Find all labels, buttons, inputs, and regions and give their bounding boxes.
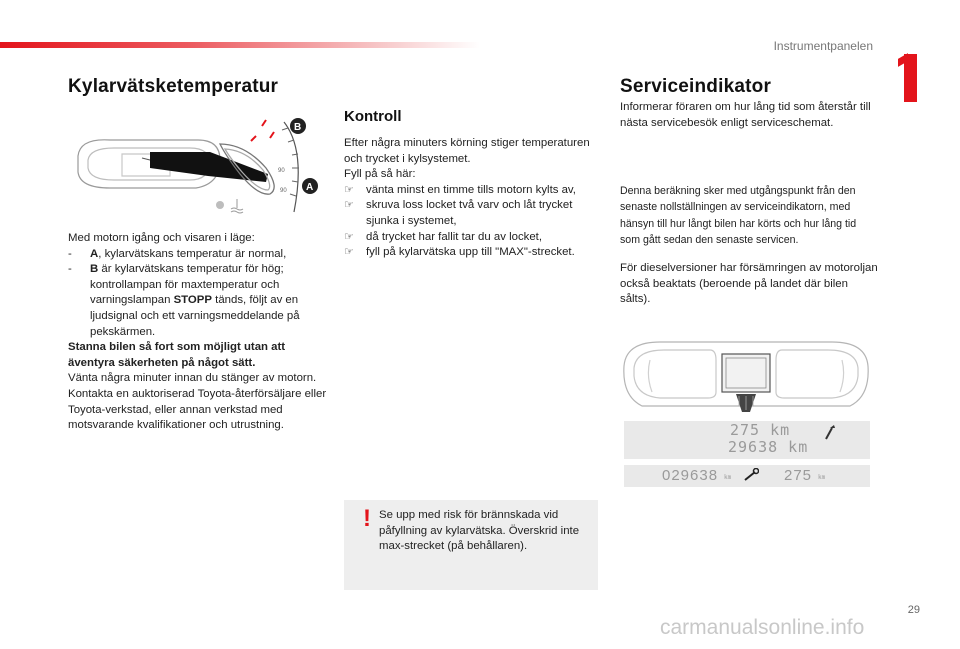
burn-warning-text: Se upp med risk för brännskada vid påfyllning av kylarvätska. Överskrid inte max-strecket (på behållaren).	[379, 509, 580, 553]
state-b-text: är kylarvätskans temperatur för hög; kontrollampan för maxtemperatur och varningslampan	[90, 263, 284, 307]
gauge-label-b: B	[294, 122, 302, 133]
bullet-hand-icon: ☞	[344, 199, 354, 212]
service-remaining-km: 275 km	[730, 421, 791, 439]
service-lcd-display	[624, 421, 870, 459]
bullet-hand-icon: ☞	[344, 183, 354, 196]
list-item	[344, 183, 596, 199]
contact-dealer-paragraph: Kontakta en auktoriserad Toyota-återförsäljare eller Toyota-verkstad, eller annan verkstad med motsvarande kvalifikationer och utrustning.	[68, 387, 327, 432]
step-text: skruva loss locket två varv och låt trycket sjunka i systemet,	[366, 199, 573, 227]
state-a-text: , kylarvätskans temperatur är normal,	[98, 247, 287, 260]
odometer-value: 029638	[662, 467, 719, 484]
check-title: Kontroll	[344, 108, 402, 125]
odometer-km: 29638 km	[728, 438, 809, 456]
list-marker: -	[68, 247, 72, 260]
stop-vehicle-warning: Stanna bilen så fort som möjligt utan att äventyra säkerheten på något sätt.	[68, 341, 286, 369]
bullet-hand-icon: ☞	[344, 230, 354, 243]
odometer-unit: km	[724, 474, 732, 481]
header-accent-bar	[0, 42, 480, 48]
gauge-tick-90-lower: 90	[280, 188, 287, 194]
coolant-gauge-figure	[70, 116, 320, 216]
state-b-label: B	[90, 263, 99, 276]
step-text: fyll på kylarvätska upp till "MAX"-strecket.	[366, 246, 575, 259]
service-indicator-title: Serviceindikator	[620, 76, 772, 97]
gauge-label-a: A	[306, 182, 314, 193]
section-title: Instrumentpanelen	[773, 39, 873, 53]
list-item	[68, 262, 328, 340]
wait-paragraph: Vänta några minuter innan du stänger av motorn.	[68, 372, 317, 385]
list-marker: -	[68, 263, 72, 276]
state-b-text-2: tänds, följt av en ljudsignal och ett varningsmeddelande på pekskärmen.	[90, 294, 300, 338]
step-text: vänta minst en timme tills motorn kylts av,	[366, 183, 576, 196]
state-a-label: A	[90, 247, 99, 260]
burn-warning-box	[344, 500, 598, 590]
bullet-hand-icon: ☞	[344, 246, 354, 259]
service-calculation-paragraph: Denna beräkning sker med utgångspunkt från den senaste nollställningen av serviceindikatorn, med hänsyn till hur långt bilen har körts och hur lång tid som gått sedan den senaste servicen.	[620, 185, 857, 247]
service-unit: km	[818, 474, 826, 481]
coolant-temperature-title: Kylarvätsketemperatur	[68, 76, 279, 97]
fill-intro: Fyll på så här:	[344, 168, 416, 181]
wrench-icon	[824, 424, 836, 440]
step-text: då trycket har fallit tar du av locket,	[366, 230, 542, 243]
list-item	[344, 198, 596, 229]
list-item	[344, 230, 596, 246]
watermark-text: carmanualsonline.info	[660, 616, 865, 639]
check-body	[344, 136, 596, 261]
service-value: 275	[784, 467, 813, 484]
diesel-paragraph: För dieselversioner har försämringen av motoroljan också beaktats (beroende på landet där bilen sålts).	[620, 262, 878, 306]
odometer-lcd-display	[624, 465, 870, 487]
instrument-cluster-figure	[620, 336, 872, 416]
service-intro: Informerar föraren om hur lång tid som återstår till nästa servicebesök enligt serviceschemat.	[620, 101, 871, 129]
coolant-intro	[68, 231, 328, 434]
coolant-intro-text: Med motorn igång och visaren i läge:	[68, 232, 255, 244]
gauge-tick-90-upper: 90	[278, 168, 285, 174]
list-item	[68, 247, 328, 263]
page-number: 29	[907, 604, 920, 616]
list-item	[344, 245, 596, 261]
stop-lamp-label: STOPP	[173, 294, 212, 307]
check-intro: Efter några minuters körning stiger temperaturen och trycket i kylsystemet.	[344, 137, 590, 165]
chapter-number-mark	[898, 54, 918, 102]
warning-exclamation-icon: !	[363, 505, 371, 532]
wrench-icon	[743, 468, 759, 482]
